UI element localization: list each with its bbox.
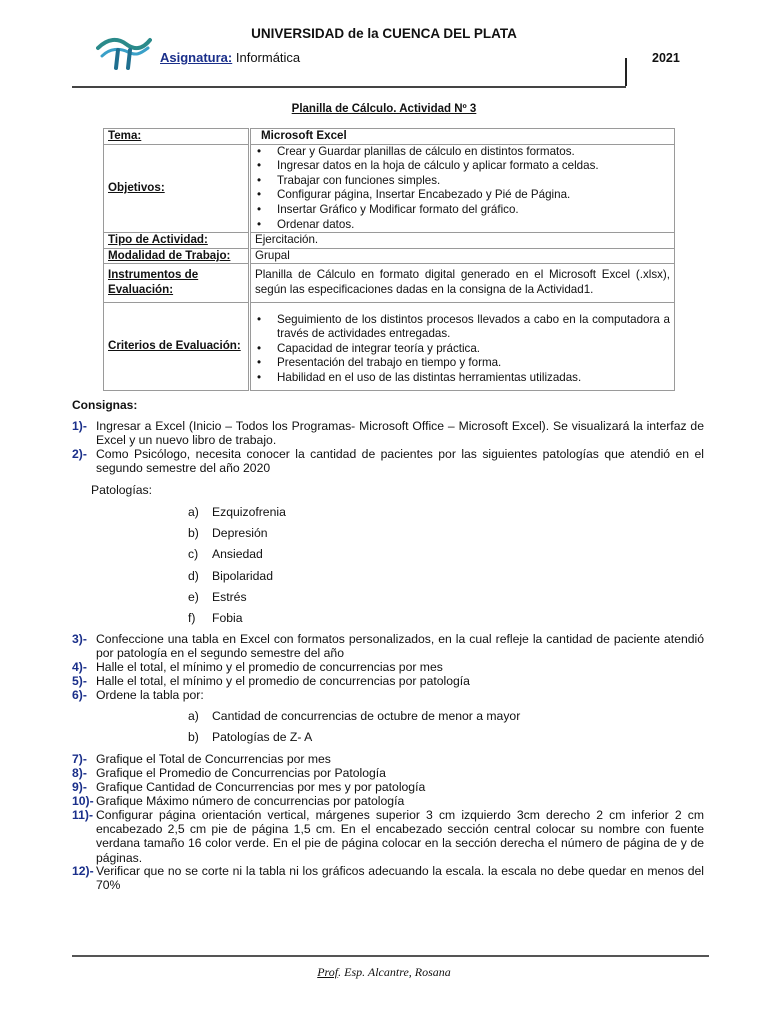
- orden-item: [188, 709, 520, 723]
- patologia-name: Ezquizofrenia: [212, 505, 286, 519]
- modalidad-label: Modalidad de Trabajo:: [104, 248, 250, 264]
- consigna-number: 3)-: [72, 632, 87, 646]
- table-row: [104, 248, 675, 264]
- consigna-text: Grafique el Total de Concurrencias por mes: [96, 752, 331, 766]
- consigna-text: Configurar página orientación vertical, márgenes superior 3 cm izquierdo 3cm derecho 2 cm inferior 2 cm encabezado 2,5 cm pie de página 1,5 cm. En el encabezado sección central colocar su nombre con fuente verdana tamaño 16 color verde. En el pie de página colocar en la sección derecha el número de página de y de páginas.: [96, 808, 704, 865]
- patologia-letter: a): [188, 505, 199, 519]
- patologia-name: Depresión: [212, 526, 268, 540]
- consigna-number: 8)-: [72, 766, 87, 780]
- patologia-name: Estrés: [212, 590, 247, 604]
- university-name: UNIVERSIDAD de la CUENCA DEL PLATA: [251, 26, 517, 41]
- objetivos-cell: [250, 144, 675, 233]
- consigna-item: [72, 632, 704, 660]
- consigna-text: Grafique el Promedio de Concurrencias por Patología: [96, 766, 386, 780]
- patologias-label: Patologías:: [91, 483, 152, 497]
- list-item: • Ordenar datos.: [255, 218, 670, 233]
- orden-item: [188, 730, 312, 744]
- consigna-item: [72, 660, 704, 674]
- consigna-number: 4)-: [72, 660, 87, 674]
- orden-letter: b): [188, 730, 199, 744]
- patologia-item: [188, 569, 273, 583]
- list-item: • Insertar Gráfico y Modificar formato del gráfico.: [255, 203, 670, 218]
- orden-letter: a): [188, 709, 199, 723]
- consigna-number: 1)-: [72, 419, 87, 433]
- consigna-text: Confeccione una tabla en Excel con formatos personalizados, en la cual refleje la cantidad de paciente atendió por patología en el segundo semestre del año: [96, 632, 704, 661]
- footer-divider: [72, 955, 709, 957]
- modalidad-value: Grupal: [250, 248, 675, 264]
- consigna-text: Ingresar a Excel (Inicio – Todos los Programas- Microsoft Office – Microsoft Excel). Se visualizará la interfaz de Excel y un nuevo libro de trabajo.: [96, 419, 704, 448]
- orden-text: Cantidad de concurrencias de octubre de menor a mayor: [212, 709, 521, 723]
- document-title: Planilla de Cálculo. Actividad Nº 3: [291, 103, 477, 115]
- table-row: [104, 264, 675, 302]
- list-item: • Trabajar con funciones simples.: [255, 174, 670, 189]
- list-item: • Ingresar datos en la hoja de cálculo y aplicar formato a celdas.: [255, 159, 670, 174]
- table-row: [104, 233, 675, 249]
- patologia-letter: f): [188, 611, 196, 625]
- footer-prof: Prof: [317, 965, 339, 979]
- consigna-text: Verificar que no se corte ni la tabla ni los gráficos adecuando la escala. la escala no debe quedar en menos del 70%: [96, 864, 704, 893]
- tema-label: Tema:: [104, 129, 250, 145]
- consigna-text: Halle el total, el mínimo y el promedio de concurrencias por mes: [96, 660, 443, 674]
- criterios-cell: [250, 302, 675, 390]
- table-row: [104, 144, 675, 233]
- table-row: [104, 302, 675, 390]
- subject-line: [160, 50, 300, 65]
- consigna-text: Grafique Máximo número de concurrencias por patología: [96, 794, 405, 808]
- subject-label: Asignatura:: [160, 50, 233, 65]
- patologia-letter: d): [188, 569, 199, 583]
- header-divider-vertical: [625, 58, 627, 86]
- consignas-title: Consignas:: [72, 398, 138, 412]
- list-item: • Presentación del trabajo en tiempo y forma.: [255, 356, 670, 371]
- patologia-item: [188, 547, 263, 561]
- consigna-number: 2)-: [72, 447, 87, 461]
- consigna-item: [72, 688, 704, 702]
- consigna-item: [72, 419, 704, 447]
- consigna-item: [72, 794, 704, 808]
- patologia-letter: b): [188, 526, 199, 540]
- consigna-number: 6)-: [72, 688, 87, 702]
- year: 2021: [652, 51, 680, 65]
- criterios-label: Criterios de Evaluación:: [104, 302, 250, 390]
- university-logo-icon: [96, 34, 152, 70]
- tipo-value: Ejercitación.: [250, 233, 675, 249]
- consigna-number: 9)-: [72, 780, 87, 794]
- patologia-name: Fobia: [212, 611, 243, 625]
- tipo-label: Tipo de Actividad:: [104, 233, 250, 249]
- consigna-text: Halle el total, el mínimo y el promedio de concurrencias por patología: [96, 674, 470, 688]
- consigna-item: [72, 808, 704, 865]
- consigna-item: [72, 447, 704, 475]
- patologia-letter: c): [188, 547, 199, 561]
- footer-author: [0, 965, 768, 980]
- consigna-number: 12)-: [72, 864, 94, 878]
- consigna-number: 11)-: [72, 808, 94, 822]
- instrumentos-label: Instrumentos de Evaluación:: [104, 264, 250, 302]
- patologia-item: [188, 505, 286, 519]
- subject-name: Informática: [235, 50, 301, 65]
- consigna-item: [72, 864, 704, 892]
- list-item: • Configurar página, Insertar Encabezado y Pié de Página.: [255, 188, 670, 203]
- instrumentos-value: Planilla de Cálculo en formato digital generado en el Microsoft Excel (.xlsx), según las especificaciones dadas en la consigna de la Actividad1.: [250, 264, 675, 302]
- patologia-item: [188, 590, 247, 604]
- consigna-item: [72, 766, 704, 780]
- consigna-number: 5)-: [72, 674, 87, 688]
- objetivos-label: Objetivos:: [104, 144, 250, 233]
- list-item: • Seguimiento de los distintos procesos llevados a cabo en la computadora a través de actividades entregadas.: [255, 313, 670, 342]
- consigna-number: 10)-: [72, 794, 94, 808]
- criterios-list: [255, 313, 670, 386]
- consigna-text: Ordene la tabla por:: [96, 688, 204, 702]
- objetivos-list: [255, 145, 670, 233]
- list-item: • Capacidad de integrar teoría y práctica.: [255, 342, 670, 357]
- consigna-text: Grafique Cantidad de Concurrencias por mes y por patología: [96, 780, 426, 794]
- consigna-item: [72, 780, 704, 794]
- list-item: • Crear y Guardar planillas de cálculo en distintos formatos.: [255, 145, 670, 160]
- orden-text: Patologías de Z- A: [212, 730, 313, 744]
- footer-name: . Esp. Alcantre, Rosana: [338, 965, 451, 979]
- list-item: • Habilidad en el uso de las distintas herramientas utilizadas.: [255, 371, 670, 386]
- patologia-letter: e): [188, 590, 199, 604]
- consigna-item: [72, 674, 704, 688]
- patologia-name: Bipolaridad: [212, 569, 273, 583]
- patologia-item: [188, 611, 243, 625]
- consigna-number: 7)-: [72, 752, 87, 766]
- table-row: [104, 129, 675, 145]
- consigna-item: [72, 752, 704, 766]
- activity-info-table: [103, 128, 675, 391]
- patologia-item: [188, 526, 268, 540]
- patologia-name: Ansiedad: [212, 547, 263, 561]
- header-divider: [72, 86, 626, 88]
- consigna-text: Como Psicólogo, necesita conocer la cantidad de pacientes por las siguientes patologías que atendió en el segundo semestre del año 2020: [96, 447, 704, 476]
- tema-value: Microsoft Excel: [250, 129, 675, 145]
